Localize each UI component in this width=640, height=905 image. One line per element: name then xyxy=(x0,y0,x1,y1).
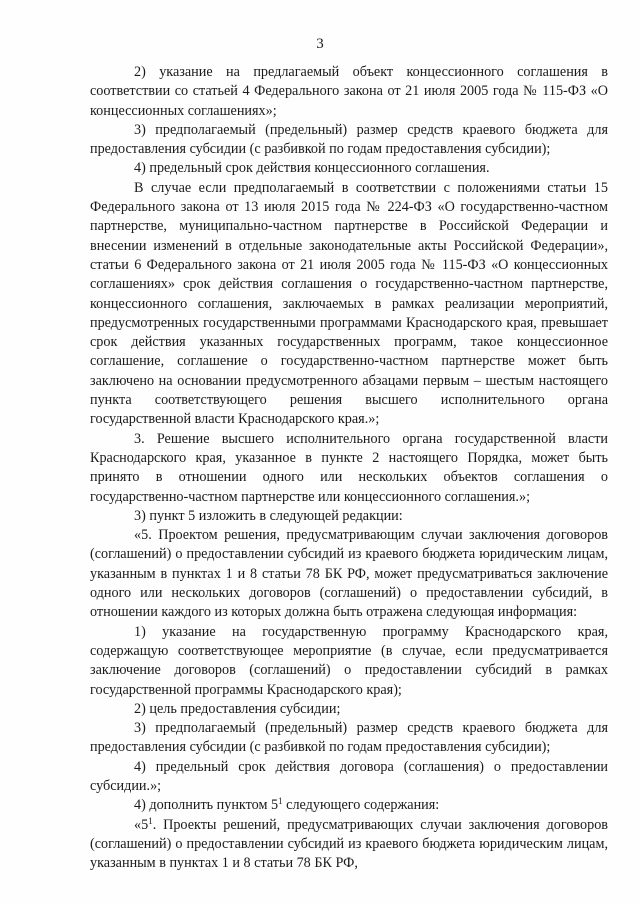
superscript: 1 xyxy=(148,815,153,826)
paragraph: «5. Проектом решения, предусматривающим случаи заключения договоров (соглашений) о предоставлении субсидий из краевого бюджета юридическим лицам, указанным в пунктах 1 и 8 статьи 78 БК РФ, может предусматриваться заключение одного или нескольких договоров (соглашений) о предоставлении субсидий, в отношении каждого из которых должна быть отражена следующая информация: xyxy=(90,527,608,621)
paragraph: 4) предельный срок действия концессионного соглашения. xyxy=(134,160,490,177)
paragraph: 2) цель предоставления субсидии; xyxy=(134,700,341,717)
paragraph: 4) предельный срок действия договора (соглашения) о предоставлении субсидии.»; xyxy=(90,758,608,794)
paragraph: 3. Решение высшего исполнительного органа государственной власти Краснодарского края, указанное в пункте 2 настоящего Порядка, может быть принято в отношении одного или нескольких объектов соглашения о государственно-частном партнерстве или концессионного соглашения.»; xyxy=(90,430,608,505)
superscript: 1 xyxy=(278,796,283,807)
paragraph xyxy=(90,816,608,874)
paragraph: 3) пункт 5 изложить в следующей редакции: xyxy=(134,507,403,524)
paragraph: 3) предполагаемый (предельный) размер средств краевого бюджета для предоставления субсидии (с разбивкой по годам предоставления субсидии); xyxy=(90,121,608,158)
paragraph-text: следующего содержания: xyxy=(282,797,440,814)
paragraph xyxy=(90,796,608,815)
paragraph-text: «5 xyxy=(134,816,149,833)
paragraph: 3) предполагаемый (предельный) размер средств краевого бюджета для предоставления субсидии (с разбивкой по годам предоставления субсидии); xyxy=(90,720,608,756)
paragraph-text: 4) дополнить пунктом 5 xyxy=(134,797,279,814)
paragraph: В случае если предполагаемый в соответствии с положениями статьи 15 Федерального закона от 13 июля 2015 года № 224-ФЗ «О государственно-частном партнерстве, муниципально-частном партнерстве в Российской Федерации и внесении изменений в отдельные законодательные акты Российской Федерации», статьи 6 Федерального закона от 21 июля 2005 года № 115-ФЗ «О концессионных соглашениях» срок действия соглашения о государственно-частном партнерстве, концессионного соглашения, заключаемых в рамках реализации мероприятий, предусмотренных государственными программами Краснодарского края, превышает срок действия указанных государственных программ, такое концессионное соглашение, соглашение о государственно-частном партнерстве может быть заключено на основании предусмотренного абзацами первым – шестым настоящего пункта соответствующего решения высшего исполнительного органа государственной власти Краснодарского края.»; xyxy=(90,179,608,428)
paragraph: 1) указание на государственную программу Краснодарского края, содержащую соответствующее мероприятие (в случае, если предусматривается заключение договоров (соглашений) о предоставлении субсидий в рамках государственной программы Краснодарского края); xyxy=(90,623,608,698)
paragraph: 2) указание на предлагаемый объект концессионного соглашения в соответствии со статьей 4 Федерального закона от 21 июля 2005 года № 115-ФЗ «О концессионных соглашениях»; xyxy=(90,64,608,119)
page-number: 3 xyxy=(316,36,324,52)
document-body xyxy=(90,63,608,873)
paragraph-text: . Проекты решений, предусматривающих случаи заключения договоров (соглашений) о предоставлении субсидий из краевого бюджета юридическим лицам, указанным в пунктах 1 и 8 статьи 78 БК РФ, xyxy=(90,816,608,872)
